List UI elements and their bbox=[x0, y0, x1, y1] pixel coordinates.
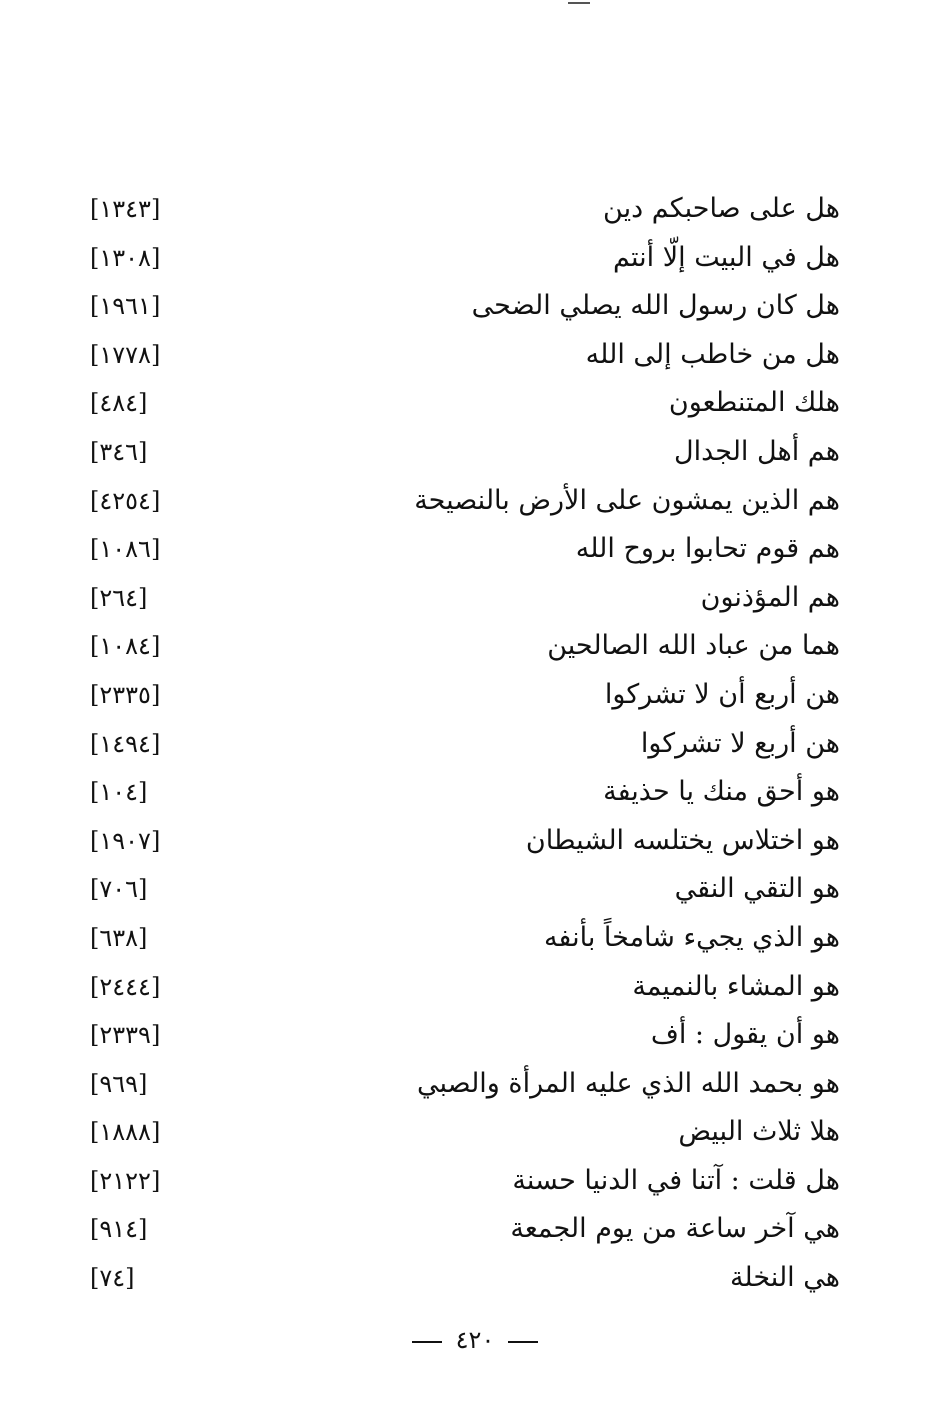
page-footer bbox=[0, 1322, 950, 1358]
entry-reference-number: [٤٢٥٤] bbox=[90, 486, 161, 515]
footer-dash-left bbox=[412, 1341, 442, 1343]
entry-text: هم أهل الجدال bbox=[673, 435, 840, 467]
entry-reference-number: [٢١٢٢] bbox=[90, 1166, 161, 1195]
entry-text: هلك المتنطعون bbox=[668, 387, 840, 419]
index-entry bbox=[80, 914, 840, 963]
index-entry bbox=[80, 574, 840, 623]
entry-reference-number: [١٣٤٣] bbox=[90, 195, 161, 223]
entry-reference-number: [١٧٧٨] bbox=[90, 340, 161, 369]
entry-text: هو بحمد الله الذي عليه المرأة والصبي bbox=[417, 1067, 840, 1099]
index-entry bbox=[80, 720, 840, 769]
index-entry bbox=[80, 1254, 840, 1303]
entry-reference-number: [٢٤٤٤] bbox=[90, 972, 161, 1001]
index-entry bbox=[80, 963, 840, 1012]
entry-reference-number: [٩١٤] bbox=[90, 1215, 148, 1244]
entry-reference-number: [٢٣٣٥] bbox=[90, 680, 161, 709]
entry-reference-number: [١٩٠٧] bbox=[90, 826, 161, 855]
entry-text: هل كان رسول الله يصلي الضحى bbox=[471, 290, 840, 322]
entry-text: هم المؤذنون bbox=[700, 581, 840, 613]
index-entry bbox=[80, 865, 840, 914]
entry-reference-number: [٢٣٣٩] bbox=[90, 1021, 161, 1050]
index-entry bbox=[80, 525, 840, 574]
entry-reference-number: [٤٨٤] bbox=[90, 389, 148, 418]
entry-text: هم الذين يمشون على الأرض بالنصيحة bbox=[414, 484, 840, 516]
entry-text: هو أحق منك يا حذيفة bbox=[603, 776, 840, 808]
index-entry bbox=[80, 234, 840, 283]
entry-reference-number: [١٨٨٨] bbox=[90, 1118, 161, 1147]
entry-text: هي آخر ساعة من يوم الجمعة bbox=[510, 1213, 840, 1245]
entry-text: هل على صاحبكم دين bbox=[603, 193, 840, 224]
entry-text: هن أربع أن لا تشركوا bbox=[604, 678, 840, 710]
hadith-index-list bbox=[80, 185, 840, 1303]
index-entry bbox=[80, 1011, 840, 1060]
index-entry bbox=[80, 1060, 840, 1109]
entry-text: هل قلت : آتنا في الدنيا حسنة bbox=[512, 1164, 840, 1196]
index-entry bbox=[80, 1108, 840, 1157]
footer-dash-right bbox=[508, 1341, 538, 1343]
entry-reference-number: [١٠٨٤] bbox=[90, 632, 161, 661]
entry-reference-number: [٢٦٤] bbox=[90, 583, 148, 612]
index-entry bbox=[80, 477, 840, 526]
index-entry bbox=[80, 1157, 840, 1206]
entry-text: هو اختلاس يختلسه الشيطان bbox=[525, 824, 840, 856]
entry-reference-number: [٦٣٨] bbox=[90, 923, 148, 952]
entry-reference-number: [١٠٨٦] bbox=[90, 535, 161, 564]
index-entry bbox=[80, 428, 840, 477]
entry-reference-number: [١٠٤] bbox=[90, 778, 148, 807]
entry-text: هل من خاطب إلى الله bbox=[585, 338, 840, 370]
entry-text: هو الذي يجيء شامخاً بأنفه bbox=[543, 921, 840, 953]
entry-reference-number: [٩٦٩] bbox=[90, 1069, 148, 1098]
entry-text: هل في البيت إلّا أنتم bbox=[613, 241, 840, 273]
entry-reference-number: [٣٤٦] bbox=[90, 437, 148, 466]
entry-reference-number: [٧٤] bbox=[90, 1264, 135, 1293]
entry-text: هما من عباد الله الصالحين bbox=[547, 630, 840, 662]
entry-reference-number: [١٩٦١] bbox=[90, 292, 161, 321]
entry-text: هي النخلة bbox=[729, 1262, 840, 1294]
top-rule bbox=[568, 2, 590, 4]
entry-text: هو أن يقول : أف bbox=[650, 1019, 840, 1051]
index-entry bbox=[80, 282, 840, 331]
page-number: ٤٢٠ bbox=[455, 1326, 495, 1354]
entry-text: هن أربع لا تشركوا bbox=[640, 727, 840, 759]
index-entry bbox=[80, 379, 840, 428]
index-entry bbox=[80, 768, 840, 817]
entry-reference-number: [١٣٠٨] bbox=[90, 243, 161, 272]
index-entry bbox=[80, 331, 840, 380]
entry-text: هم قوم تحابوا بروح الله bbox=[575, 533, 840, 565]
index-entry bbox=[80, 1205, 840, 1254]
entry-text: هو المشاء بالنميمة bbox=[632, 970, 840, 1002]
entry-text: هلا ثلاث البيض bbox=[678, 1116, 840, 1148]
index-entry bbox=[80, 671, 840, 720]
index-entry bbox=[80, 185, 840, 234]
index-entry bbox=[80, 622, 840, 671]
entry-text: هو التقي النقي bbox=[674, 873, 840, 905]
entry-reference-number: [٧٠٦] bbox=[90, 875, 148, 904]
entry-reference-number: [١٤٩٤] bbox=[90, 729, 161, 758]
index-entry bbox=[80, 817, 840, 866]
